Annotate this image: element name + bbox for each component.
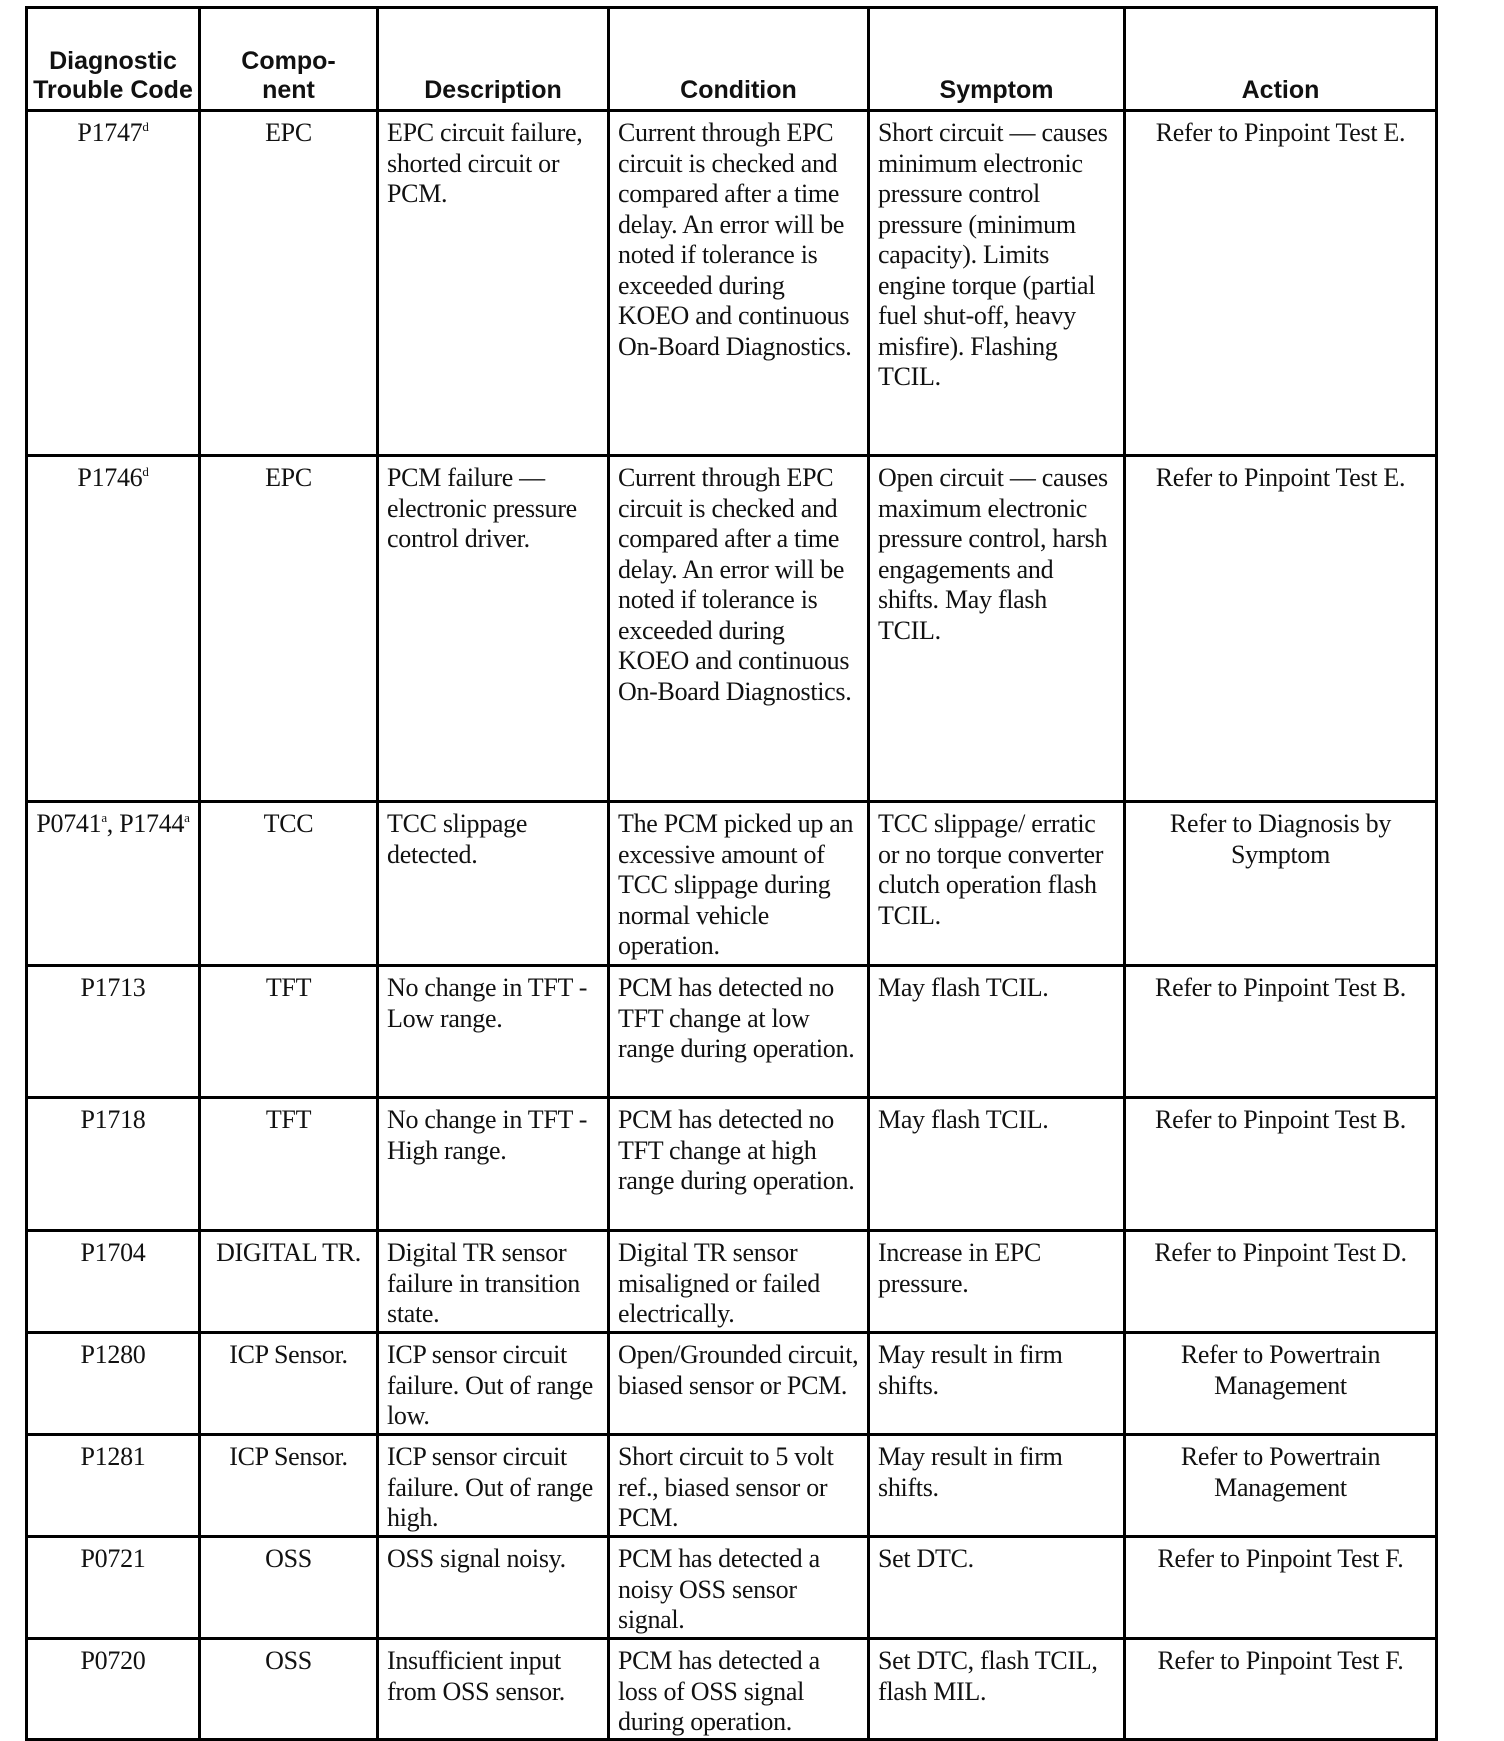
description-cell: Insufficient input from OSS sensor. — [378, 1639, 609, 1740]
dtc-code: P1280 — [80, 1340, 146, 1369]
description-cell: No change in TFT - Low range. — [378, 966, 609, 1098]
component-cell: TFT — [200, 1098, 378, 1231]
component-cell: OSS — [200, 1537, 378, 1639]
symptom-cell: Increase in EPC pressure. — [869, 1231, 1125, 1333]
description-cell: No change in TFT - High range. — [378, 1098, 609, 1231]
dtc-code-cell — [27, 1333, 200, 1435]
dtc-code: P1718 — [80, 1105, 146, 1134]
action-cell: Refer to Powertrain Management — [1125, 1435, 1437, 1537]
symptom-cell: May flash TCIL. — [869, 1098, 1125, 1231]
component-cell: EPC — [200, 111, 378, 456]
symptom-cell: May result in firm shifts. — [869, 1333, 1125, 1435]
dtc-code-cell — [27, 1639, 200, 1740]
action-cell: Refer to Pinpoint Test E. — [1125, 111, 1437, 456]
action-cell: Refer to Pinpoint Test F. — [1125, 1639, 1437, 1740]
condition-cell: Open/Grounded circuit, biased sensor or PCM. — [609, 1333, 869, 1435]
action-cell: Refer to Pinpoint Test B. — [1125, 1098, 1437, 1231]
component-cell: EPC — [200, 456, 378, 802]
dtc-code-cell — [27, 1435, 200, 1537]
table-row — [27, 1435, 1437, 1537]
dtc-code-cell — [27, 802, 200, 966]
symptom-cell: Set DTC. — [869, 1537, 1125, 1639]
symptom-cell: May flash TCIL. — [869, 966, 1125, 1098]
action-cell: Refer to Powertrain Management — [1125, 1333, 1437, 1435]
dtc-code: P0721 — [80, 1544, 146, 1573]
action-cell: Refer to Pinpoint Test D. — [1125, 1231, 1437, 1333]
header-component: Compo- nent — [200, 8, 378, 111]
component-cell: TFT — [200, 966, 378, 1098]
table-row — [27, 1231, 1437, 1333]
symptom-cell: TCC slippage/ erratic or no torque converter clutch operation flash TCIL. — [869, 802, 1125, 966]
header-description: Description — [378, 8, 609, 111]
footnote-marker: d — [142, 464, 149, 479]
dtc-code-secondary: , P1744 — [106, 809, 185, 838]
condition-cell: PCM has detected no TFT change at low range during operation. — [609, 966, 869, 1098]
table-row — [27, 1098, 1437, 1231]
table-row — [27, 966, 1437, 1098]
dtc-code: P1281 — [80, 1442, 146, 1471]
component-cell: DIGITAL TR. — [200, 1231, 378, 1333]
dtc-code-cell — [27, 966, 200, 1098]
dtc-code: P0741 — [36, 809, 102, 838]
symptom-cell: May result in firm shifts. — [869, 1435, 1125, 1537]
condition-cell: Current through EPC circuit is checked and compared after a time delay. An error will be noted if tolerance is exceeded during KOEO and continuous On-Board Diagnostics. — [609, 456, 869, 802]
condition-cell: Current through EPC circuit is checked and compared after a time delay. An error will be noted if tolerance is exceeded during KOEO and continuous On-Board Diagnostics. — [609, 111, 869, 456]
symptom-cell: Open circuit — causes maximum electronic pressure control, harsh engagements and shifts. May flash TCIL. — [869, 456, 1125, 802]
description-cell: ICP sensor circuit failure. Out of range high. — [378, 1435, 609, 1537]
table-row — [27, 802, 1437, 966]
dtc-code-cell — [27, 1231, 200, 1333]
component-cell: TCC — [200, 802, 378, 966]
symptom-cell: Short circuit — causes minimum electronic pressure control pressure (minimum capacity). Limits engine torque (partial fuel shut-off, heavy misfire). Flashing TCIL. — [869, 111, 1125, 456]
dtc-code-cell — [27, 1098, 200, 1231]
dtc-code: P1713 — [80, 973, 146, 1002]
condition-cell: PCM has detected no TFT change at high range during operation. — [609, 1098, 869, 1231]
description-cell: EPC circuit failure, shorted circuit or PCM. — [378, 111, 609, 456]
table-row — [27, 1537, 1437, 1639]
symptom-cell: Set DTC, flash TCIL, flash MIL. — [869, 1639, 1125, 1740]
footnote-marker: d — [142, 119, 149, 134]
description-cell: TCC slippage detected. — [378, 802, 609, 966]
component-cell: OSS — [200, 1639, 378, 1740]
description-cell: Digital TR sensor failure in transition state. — [378, 1231, 609, 1333]
condition-cell: PCM has detected a noisy OSS sensor signal. — [609, 1537, 869, 1639]
table-row — [27, 456, 1437, 802]
dtc-code: P1747 — [77, 118, 143, 147]
condition-cell: Digital TR sensor misaligned or failed electrically. — [609, 1231, 869, 1333]
dtc-code-cell — [27, 111, 200, 456]
description-cell: OSS signal noisy. — [378, 1537, 609, 1639]
action-cell: Refer to Diagnosis by Symptom — [1125, 802, 1437, 966]
action-cell: Refer to Pinpoint Test B. — [1125, 966, 1437, 1098]
footnote-marker: a — [184, 810, 190, 825]
description-cell: PCM failure — electronic pressure control driver. — [378, 456, 609, 802]
condition-cell: PCM has detected a loss of OSS signal during operation. — [609, 1639, 869, 1740]
dtc-code-cell — [27, 456, 200, 802]
header-action: Action — [1125, 8, 1437, 111]
table-row — [27, 1333, 1437, 1435]
description-cell: ICP sensor circuit failure. Out of range low. — [378, 1333, 609, 1435]
component-cell: ICP Sensor. — [200, 1435, 378, 1537]
condition-cell: The PCM picked up an excessive amount of TCC slippage during normal vehicle operation. — [609, 802, 869, 966]
dtc-code-cell — [27, 1537, 200, 1639]
dtc-table — [25, 6, 1438, 1741]
footnote-marker: a — [101, 810, 107, 825]
action-cell: Refer to Pinpoint Test E. — [1125, 456, 1437, 802]
dtc-code: P0720 — [80, 1646, 146, 1675]
table-row — [27, 111, 1437, 456]
dtc-code: P1704 — [80, 1238, 146, 1267]
header-code: Diagnostic Trouble Code — [27, 8, 200, 111]
header-symptom: Symptom — [869, 8, 1125, 111]
action-cell: Refer to Pinpoint Test F. — [1125, 1537, 1437, 1639]
condition-cell: Short circuit to 5 volt ref., biased sensor or PCM. — [609, 1435, 869, 1537]
component-cell: ICP Sensor. — [200, 1333, 378, 1435]
table-row — [27, 1639, 1437, 1740]
dtc-code: P1746 — [77, 463, 143, 492]
header-condition: Condition — [609, 8, 869, 111]
